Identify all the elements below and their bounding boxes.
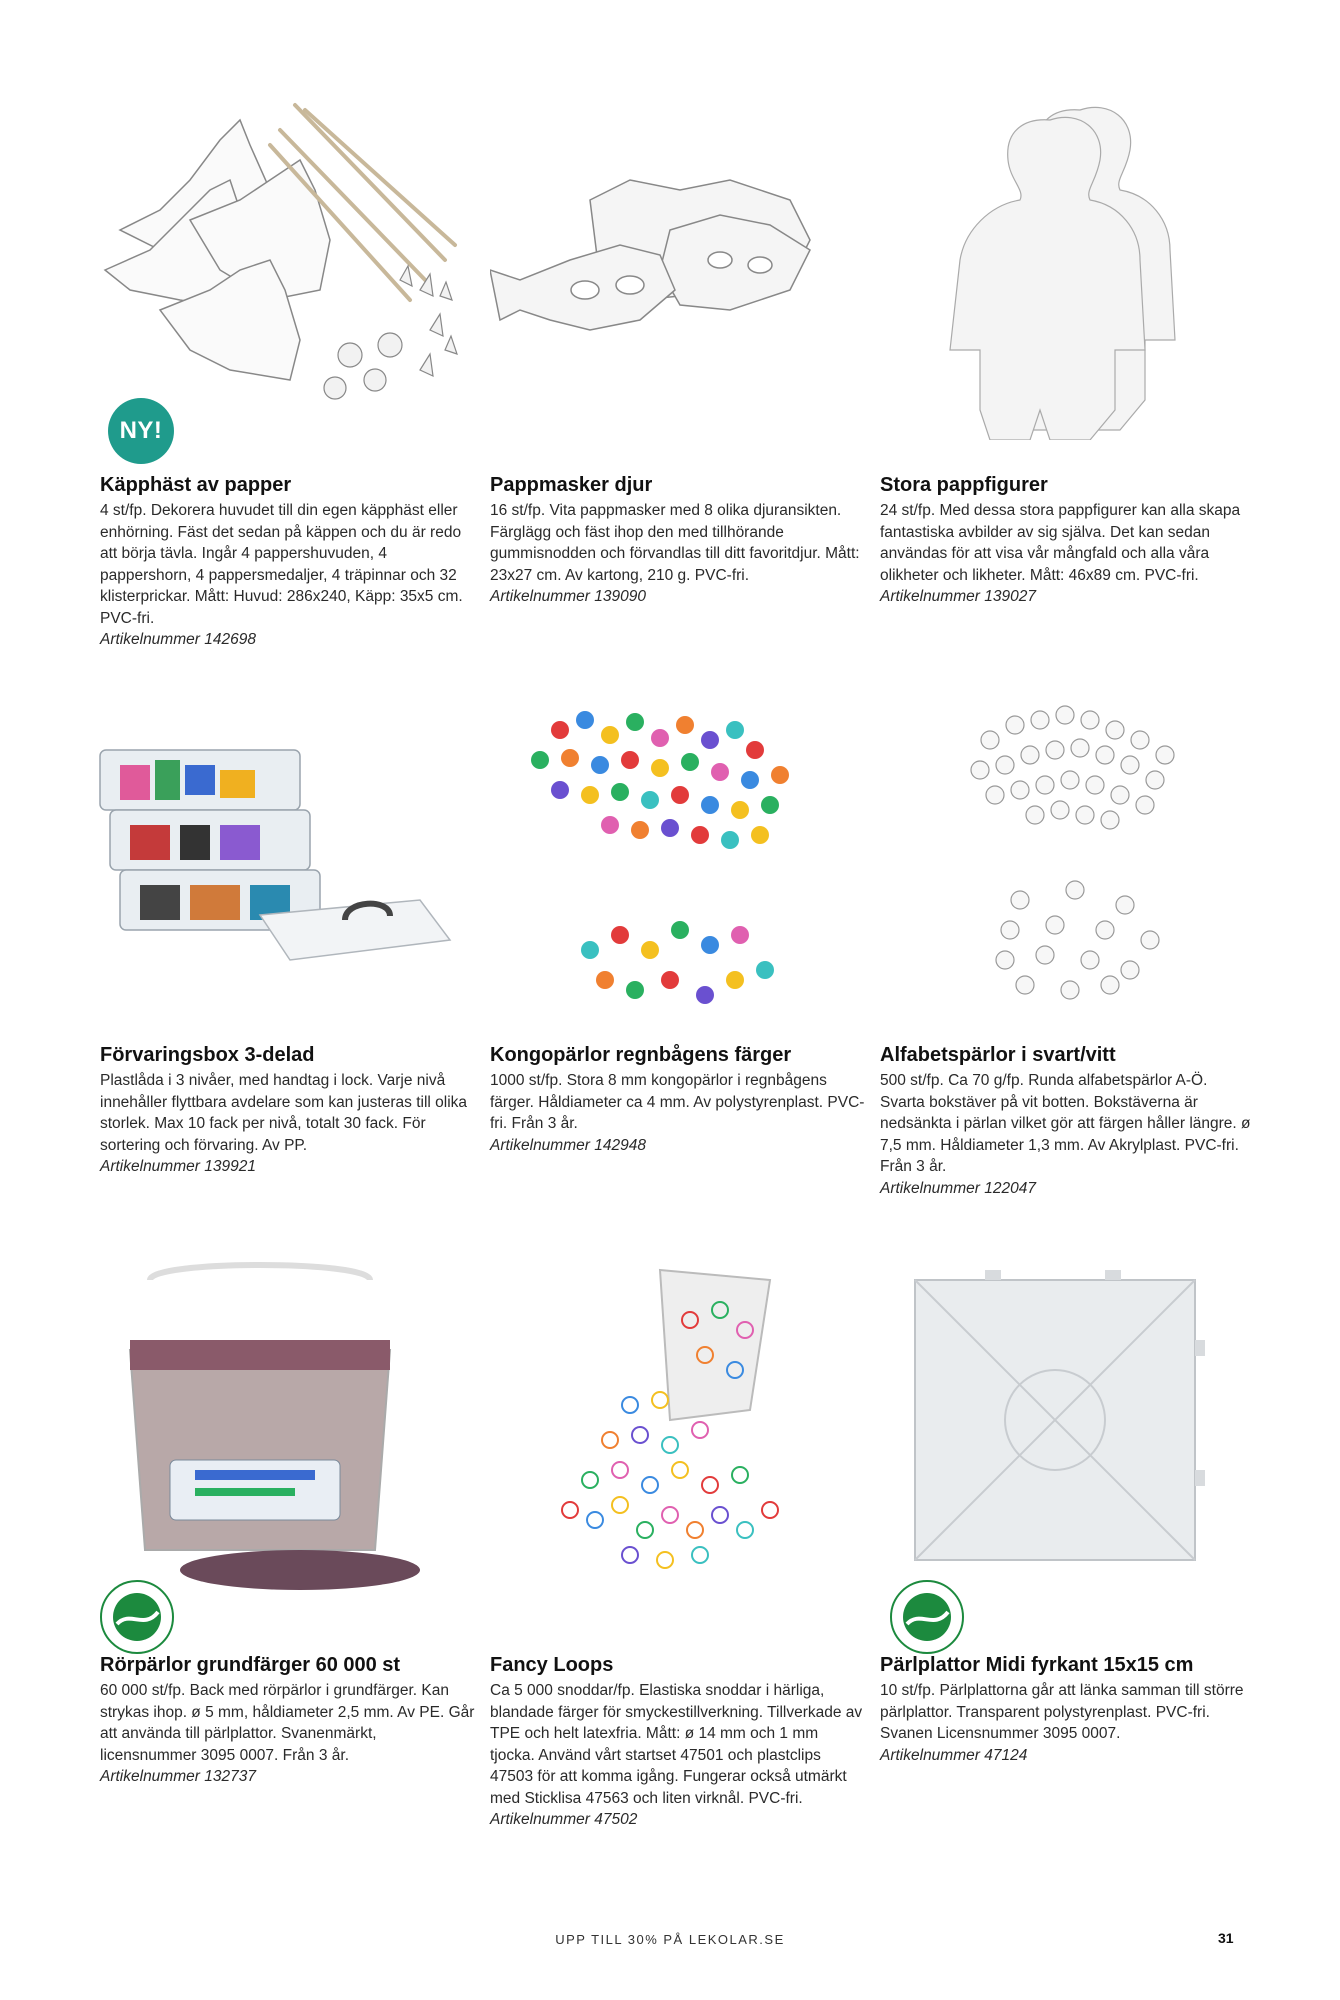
product-description <box>490 1070 865 1156</box>
new-badge: NY! <box>108 398 174 464</box>
article-number: Artikelnummer 132737 <box>100 1768 256 1785</box>
product-title: Käpphäst av papper <box>100 474 292 496</box>
product-title: Pärlplattor Midi fyrkant 15x15 cm <box>880 1654 1194 1676</box>
product-description <box>100 1680 475 1788</box>
product-description <box>880 1680 1255 1766</box>
article-number: Artikelnummer 139027 <box>880 588 1036 605</box>
pegboard-image <box>905 1270 1205 1570</box>
product-description <box>490 500 865 608</box>
nordic-swan-ecolabel-icon <box>100 1580 174 1654</box>
storage-box-image <box>90 740 460 990</box>
nordic-swan-ecolabel-icon <box>890 1580 964 1654</box>
article-number: Artikelnummer 122047 <box>880 1179 1036 1197</box>
product-title: Kongopärlor regnbågens färger <box>490 1044 792 1066</box>
tube-beads-bucket-image <box>110 1260 450 1590</box>
footer-promo: UPP TILL 30% PÅ LEKOLAR.SE <box>555 1932 785 1947</box>
product-description <box>100 500 475 651</box>
paper-masks-image <box>490 170 850 350</box>
product-description-text: 60 000 st/fp. Back med rörpärlor i grundfärger. Kan strykas ihop. ø 5 mm, håldiameter 2,5 mm. Av PE. Går att använda till pärlplattor. Svanenmärkt, licensnummer 3095 0007. Från 3 år. <box>100 1682 475 1764</box>
product-description <box>880 1070 1255 1199</box>
article-number: Artikelnummer 47502 <box>490 1811 638 1828</box>
product-description-text: 1000 st/fp. Stora 8 mm kongopärlor i regnbågens färger. Håldiameter ca 4 mm. Av polystyrenplast. PVC-fri. Från 3 år. <box>490 1072 865 1132</box>
product-description-text: Ca 5 000 snoddar/fp. Elastiska snoddar i härliga, blandade färger för smyckestillverkning. Tillverkade av TPE och helt latexfria. Mått: ø 14 mm och 1 mm tjocka. Använd vårt startset 47501 och plastclips 47503 för att komma igång. Fungerar också utmärkt med Sticklisa 47563 och liten virknål. PVC-fri. <box>490 1682 863 1807</box>
product-title: Stora pappfigurer <box>880 474 1048 496</box>
product-title: Fancy Loops <box>490 1654 614 1676</box>
article-number: Artikelnummer 142948 <box>490 1136 646 1154</box>
product-description-text: 24 st/fp. Med dessa stora pappfigurer kan alla skapa fantastiska avbilder av sig själva. Det kan sedan användas för att visa vår mångfald och alla våra olikheter och likheter. Mått: 46x89 cm. PVC-fri. <box>880 502 1241 584</box>
product-description-text: 4 st/fp. Dekorera huvudet till din egen käpphäst eller enhörning. Fäst det sedan på käppen och du är redo att börja tävla. Ingår 4 pappershuvuden, 4 pappershorn, 4 pappersmedaljer, 4 träpinnar och 32 klisterprickar. Mått: Huvud: 286x240, Käpp: 35x5 cm. PVC-fri. <box>100 502 463 627</box>
alphabet-beads-image <box>950 680 1210 1020</box>
product-description-text: 500 st/fp. Ca 70 g/fp. Runda alfabetspärlor A-Ö. Svarta bokstäver på vit botten. Bokstäverna är nedsänkta i pärlan vilket gör att färgen håller längre. ø 7,5 mm. Håldiameter 1,3 mm. Av Akrylplast. PVC-fri. Från 3 år. <box>880 1072 1251 1175</box>
article-number: Artikelnummer 142698 <box>100 631 256 648</box>
product-description <box>490 1680 865 1831</box>
page-number: 31 <box>1218 1930 1234 1946</box>
product-title: Förvaringsbox 3-delad <box>100 1044 315 1066</box>
article-number: Artikelnummer 139090 <box>490 588 646 605</box>
product-description <box>880 500 1255 608</box>
hobby-horse-image <box>100 100 470 400</box>
product-title: Rörpärlor grundfärger 60 000 st <box>100 1654 401 1676</box>
product-title: Pappmasker djur <box>490 474 653 496</box>
article-number: Artikelnummer 47124 <box>880 1746 1028 1764</box>
product-description <box>100 1070 475 1178</box>
article-number: Artikelnummer 139921 <box>100 1158 256 1175</box>
pony-beads-image <box>510 680 830 1020</box>
fancy-loops-image <box>510 1260 850 1580</box>
product-title: Alfabetspärlor i svart/vitt <box>880 1044 1116 1066</box>
product-description-text: 16 st/fp. Vita pappmasker med 8 olika djuransikten. Färglägg och fäst ihop den med tillhörande gummisnodden och förvandlas till ditt favoritdjur. Mått: 23x27 cm. Av kartong, 210 g. PVC-fri. <box>490 502 860 584</box>
product-description-text: 10 st/fp. Pärlplattorna går att länka samman till större pärlplattor. Transparent polystyrenplast. PVC-fri. Svanen Licensnummer 3095 0007. <box>880 1682 1244 1742</box>
product-description-text: Plastlåda i 3 nivåer, med handtag i lock. Varje nivå innehåller flyttbara avdelare som kan justeras till olika storlek. Max 10 fack per nivå, totalt 30 fack. För sortering och förvaring. Av PP. <box>100 1072 468 1154</box>
paper-figures-image <box>920 100 1220 440</box>
